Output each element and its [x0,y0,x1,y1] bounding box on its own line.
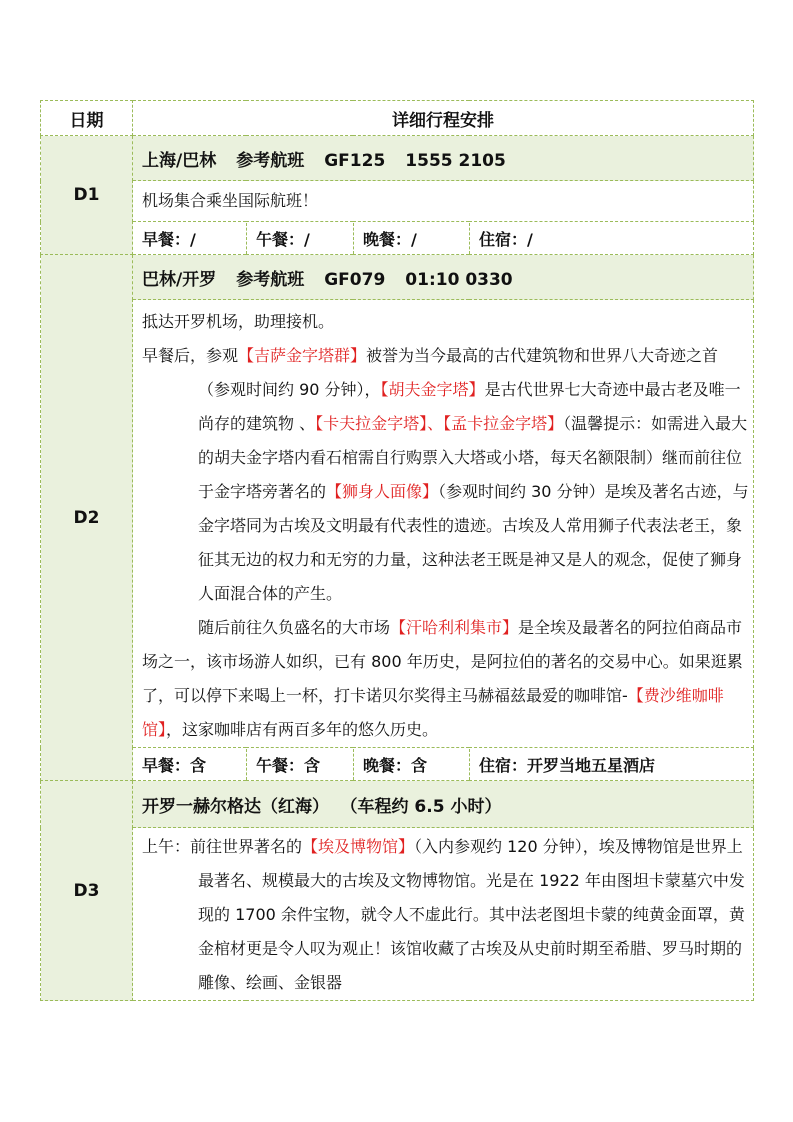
breakfast-d1: 早餐：/ [142,229,196,249]
route-d1: 上海/巴林 参考航班 GF125 1555 2105 [133,136,754,181]
d2-paragraph-3: 随后前往久负盛名的大市场【汗哈利利集市】是全埃及最著名的阿拉伯商品市场之一，该市场游人如织，已有 800 年历史，是阿拉伯的著名的交易中心。如果逛累了，可以停下来喝上一杯，打卡诺贝尔奖得主马赫福兹最爱的咖啡馆-【费沙维咖啡馆】，这家咖啡店有两百多年的悠久历史。 [142,618,743,739]
lunch-d1: 午餐：/ [247,223,354,254]
plan-header: 详细行程安排 [133,101,754,136]
hotel-d2: 住宿：开罗当地五星酒店 [470,749,754,780]
content-d2 [133,300,754,748]
date-header: 日期 [41,101,133,136]
content-d3 [133,828,754,1001]
hotel-d1: 住宿：/ [470,223,754,254]
d2-paragraph-2: 早餐后，参观【吉萨金字塔群】被誉为当今最高的古代建筑物和世界八大奇迹之首 （参观时间约 90 分钟），【胡夫金字塔】是古代世界七大奇迹中最古老及唯一尚存的建筑物 、【卡夫拉金字塔】、【孟卡拉金字塔】（温馨提示：如需进入最大的胡夫金字塔内看石棺需自行购票入大塔或小塔，每天名额限制）继而前往位于金字塔旁著名的【狮身人面像】（参观时间约 30 分钟）是埃及著名古迹，与金字塔同为古埃及文明最有代表性的遗迹。古埃及人常用狮子代表法老王，象征其无边的权力和无穷的力量，这种法老王既是神又是人的观念，促使了狮身人面混合体的产生。 [142,346,749,603]
route-d2: 巴林/开罗 参考航班 GF079 01:10 0330 [133,255,754,300]
d2-paragraph-1: 抵达开罗机场，助理接机。 [142,312,335,331]
dinner-d2: 晚餐：含 [354,749,470,780]
breakfast-d2: 早餐：含 [142,755,207,775]
d3-paragraph-1: 上午：前往世界著名的【埃及博物馆】（入内参观约 120 分钟），埃及博物馆是世界上最著名、规模最大的古埃及文物博物馆。光是在 1922 年由图坦卡蒙墓穴中发现的 1700 余件宝物，就令人不虚此行。其中法老图坦卡蒙的纯黄金面罩，黄金棺材更是令人叹为观止！该馆收藏了古埃及从史前时期至希腊、罗马时期的雕像、绘画、金银器 [142,837,745,992]
meals-row-d1 [133,222,754,255]
meals-row-d2 [133,748,754,781]
day-label-d2: D2 [41,255,133,781]
route-d3: 开罗一赫尔格达（红海） （车程约 6.5 小时） [133,781,754,828]
dinner-d1: 晚餐：/ [354,223,470,254]
day-label-d3: D3 [41,781,133,1001]
lunch-d2: 午餐：含 [247,749,354,780]
day-label-d1: D1 [41,136,133,255]
itinerary-table [40,100,754,1001]
content-d1: 机场集合乘坐国际航班！ [133,181,754,222]
